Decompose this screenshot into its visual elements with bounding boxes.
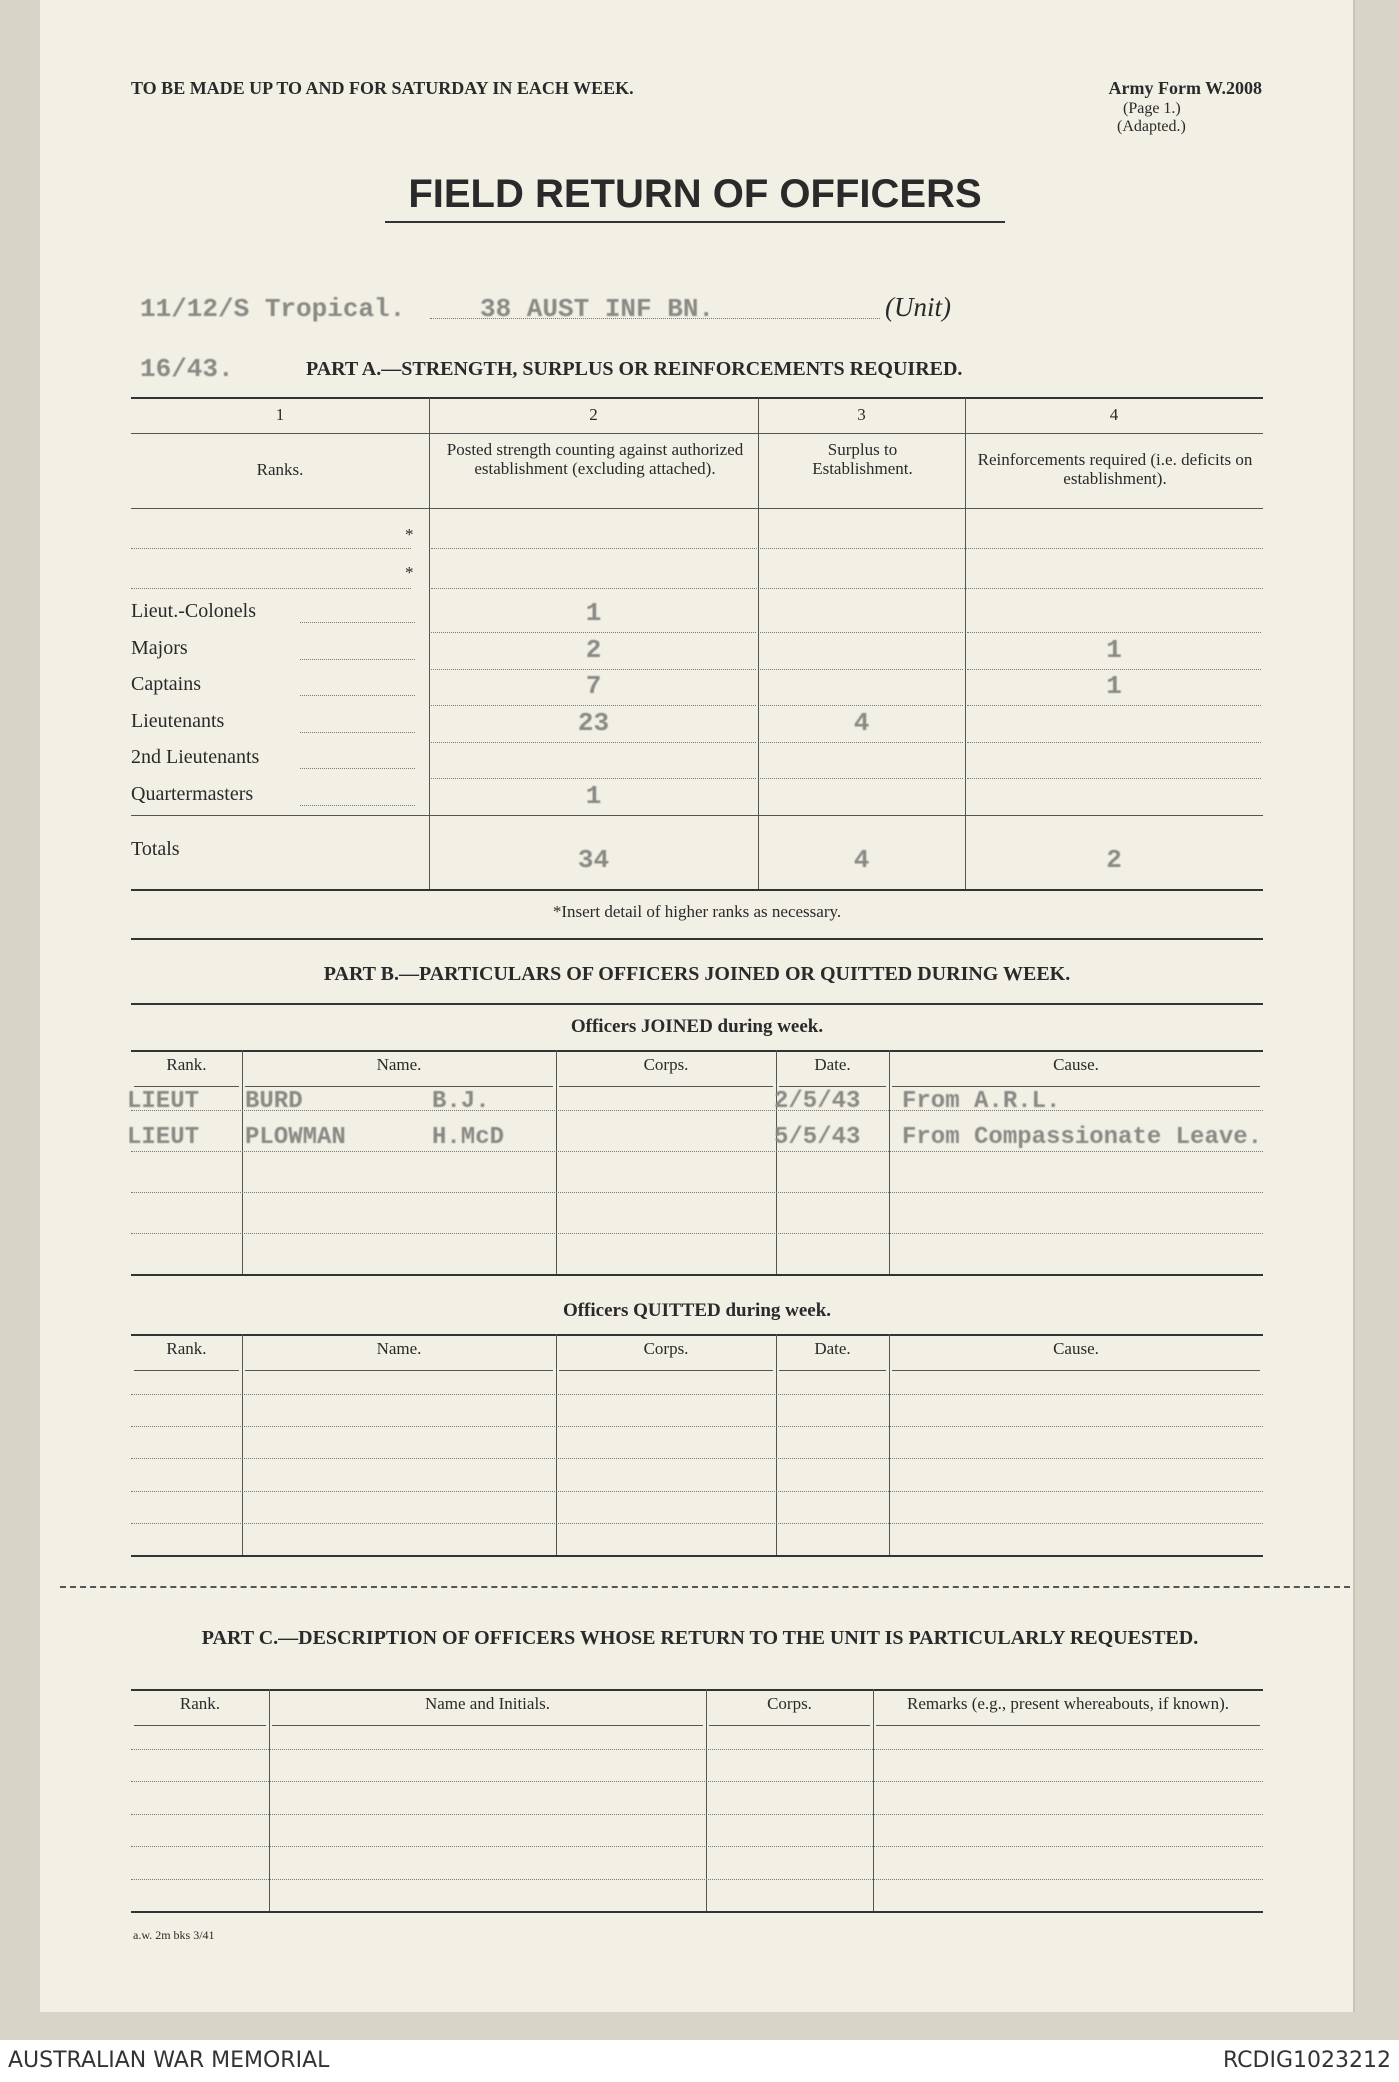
- reinf-value: 1: [1106, 671, 1122, 701]
- column-header: Name.: [376, 1055, 422, 1074]
- column-header: Remarks (e.g., present whereabouts, if known).: [907, 1694, 1229, 1713]
- col-number: 1: [275, 405, 285, 424]
- column-header: Date.: [814, 1055, 851, 1074]
- form-adapted: (Adapted.): [1117, 118, 1186, 135]
- form-page: (Page 1.): [1123, 100, 1181, 117]
- posted-value: 1: [585, 780, 602, 811]
- column-header: Cause.: [1053, 1339, 1099, 1358]
- rank-label: Majors: [131, 636, 188, 659]
- part-a-title: PART A.—STRENGTH, SURPLUS OR REINFORCEMENTS REQUIRED.: [306, 358, 963, 380]
- unit-value: 38 AUST INF BN.: [480, 294, 715, 324]
- rank-label: Lieut.-Colonels: [131, 600, 256, 622]
- col-header: Posted strength counting against authorized establishment (excluding attached).: [446, 440, 744, 478]
- page-title: FIELD RETURN OF OFFICERS: [385, 172, 1005, 223]
- col-number: 3: [857, 405, 866, 424]
- posted-value: 23: [577, 707, 610, 738]
- col-header: Surplus to Establishment.: [812, 440, 913, 478]
- column-header: Rank.: [166, 1339, 207, 1358]
- column-header: Name and Initials.: [424, 1694, 551, 1713]
- part-b-title: PART B.—PARTICULARS OF OFFICERS JOINED OR QUITTED DURING WEEK.: [323, 963, 1071, 985]
- unit-prefix: 11/12/S Tropical.: [140, 294, 406, 324]
- col-number: 4: [1109, 405, 1119, 424]
- instruction: TO BE MADE UP TO AND FOR SATURDAY IN EACH WEEK.: [131, 78, 634, 98]
- joined-name: BURD: [245, 1088, 303, 1115]
- column-header: Rank.: [166, 1055, 207, 1074]
- joined-cause: From Compassionate Leave.: [902, 1124, 1263, 1151]
- archive-name: AUSTRALIAN WAR MEMORIAL: [8, 2048, 330, 2073]
- form-number: Army Form W.2008: [1108, 78, 1262, 98]
- posted-value: 1: [585, 598, 602, 628]
- joined-date: 2/5/43: [774, 1088, 861, 1115]
- column-header: Corps.: [643, 1055, 689, 1074]
- column-header: Corps.: [767, 1694, 812, 1713]
- rank-label: Captains: [131, 673, 201, 695]
- quitted-title: Officers QUITTED during week.: [562, 1300, 832, 1321]
- col-number: 2: [589, 405, 598, 424]
- joined-title: Officers JOINED during week.: [570, 1016, 824, 1037]
- posted-value: 7: [585, 671, 602, 701]
- print-code: a.w. 2m bks 3/41: [133, 1928, 215, 1942]
- joined-name: PLOWMAN: [245, 1124, 346, 1151]
- col-header: Reinforcements required (i.e. deficits on establishment).: [977, 450, 1253, 488]
- part-a-note: *Insert detail of higher ranks as necessary.: [552, 902, 842, 921]
- totals-label: Totals: [131, 838, 180, 860]
- joined-rank: LIEUT: [127, 1088, 200, 1115]
- col-header: Ranks.: [256, 460, 304, 479]
- column-header: Corps.: [643, 1339, 689, 1358]
- joined-date: 5/5/43: [774, 1124, 861, 1151]
- total-reinforcements: 2: [1106, 845, 1122, 875]
- column-header: Rank.: [179, 1694, 221, 1713]
- joined-initials: B.J.: [432, 1088, 490, 1115]
- joined-rank: LIEUT: [127, 1124, 200, 1151]
- serial-number: 16/43.: [140, 354, 234, 384]
- joined-initials: H.McD: [432, 1124, 505, 1151]
- unit-label: (Unit): [885, 292, 951, 322]
- archive-footer: [0, 2040, 1399, 2082]
- surplus-value: 4: [853, 707, 870, 738]
- perforation-line: [60, 1586, 1350, 1588]
- column-header: Cause.: [1053, 1055, 1099, 1074]
- joined-cause: From A.R.L.: [902, 1088, 1061, 1115]
- posted-value: 2: [585, 634, 602, 665]
- total-surplus: 4: [853, 845, 870, 875]
- column-header: Name.: [376, 1339, 422, 1358]
- total-posted: 34: [577, 845, 610, 875]
- archive-id: RCDIG1023212: [1222, 2048, 1391, 2073]
- column-header: Date.: [814, 1339, 851, 1358]
- rank-label: Lieutenants: [131, 709, 225, 732]
- reinf-value: 1: [1106, 634, 1122, 665]
- part-c-title: PART C.—DESCRIPTION OF OFFICERS WHOSE RETURN TO THE UNIT IS PARTICULARLY REQUESTED.: [201, 1627, 1199, 1649]
- rank-label: Quartermasters: [131, 782, 254, 805]
- rank-label: 2nd Lieutenants: [131, 746, 260, 768]
